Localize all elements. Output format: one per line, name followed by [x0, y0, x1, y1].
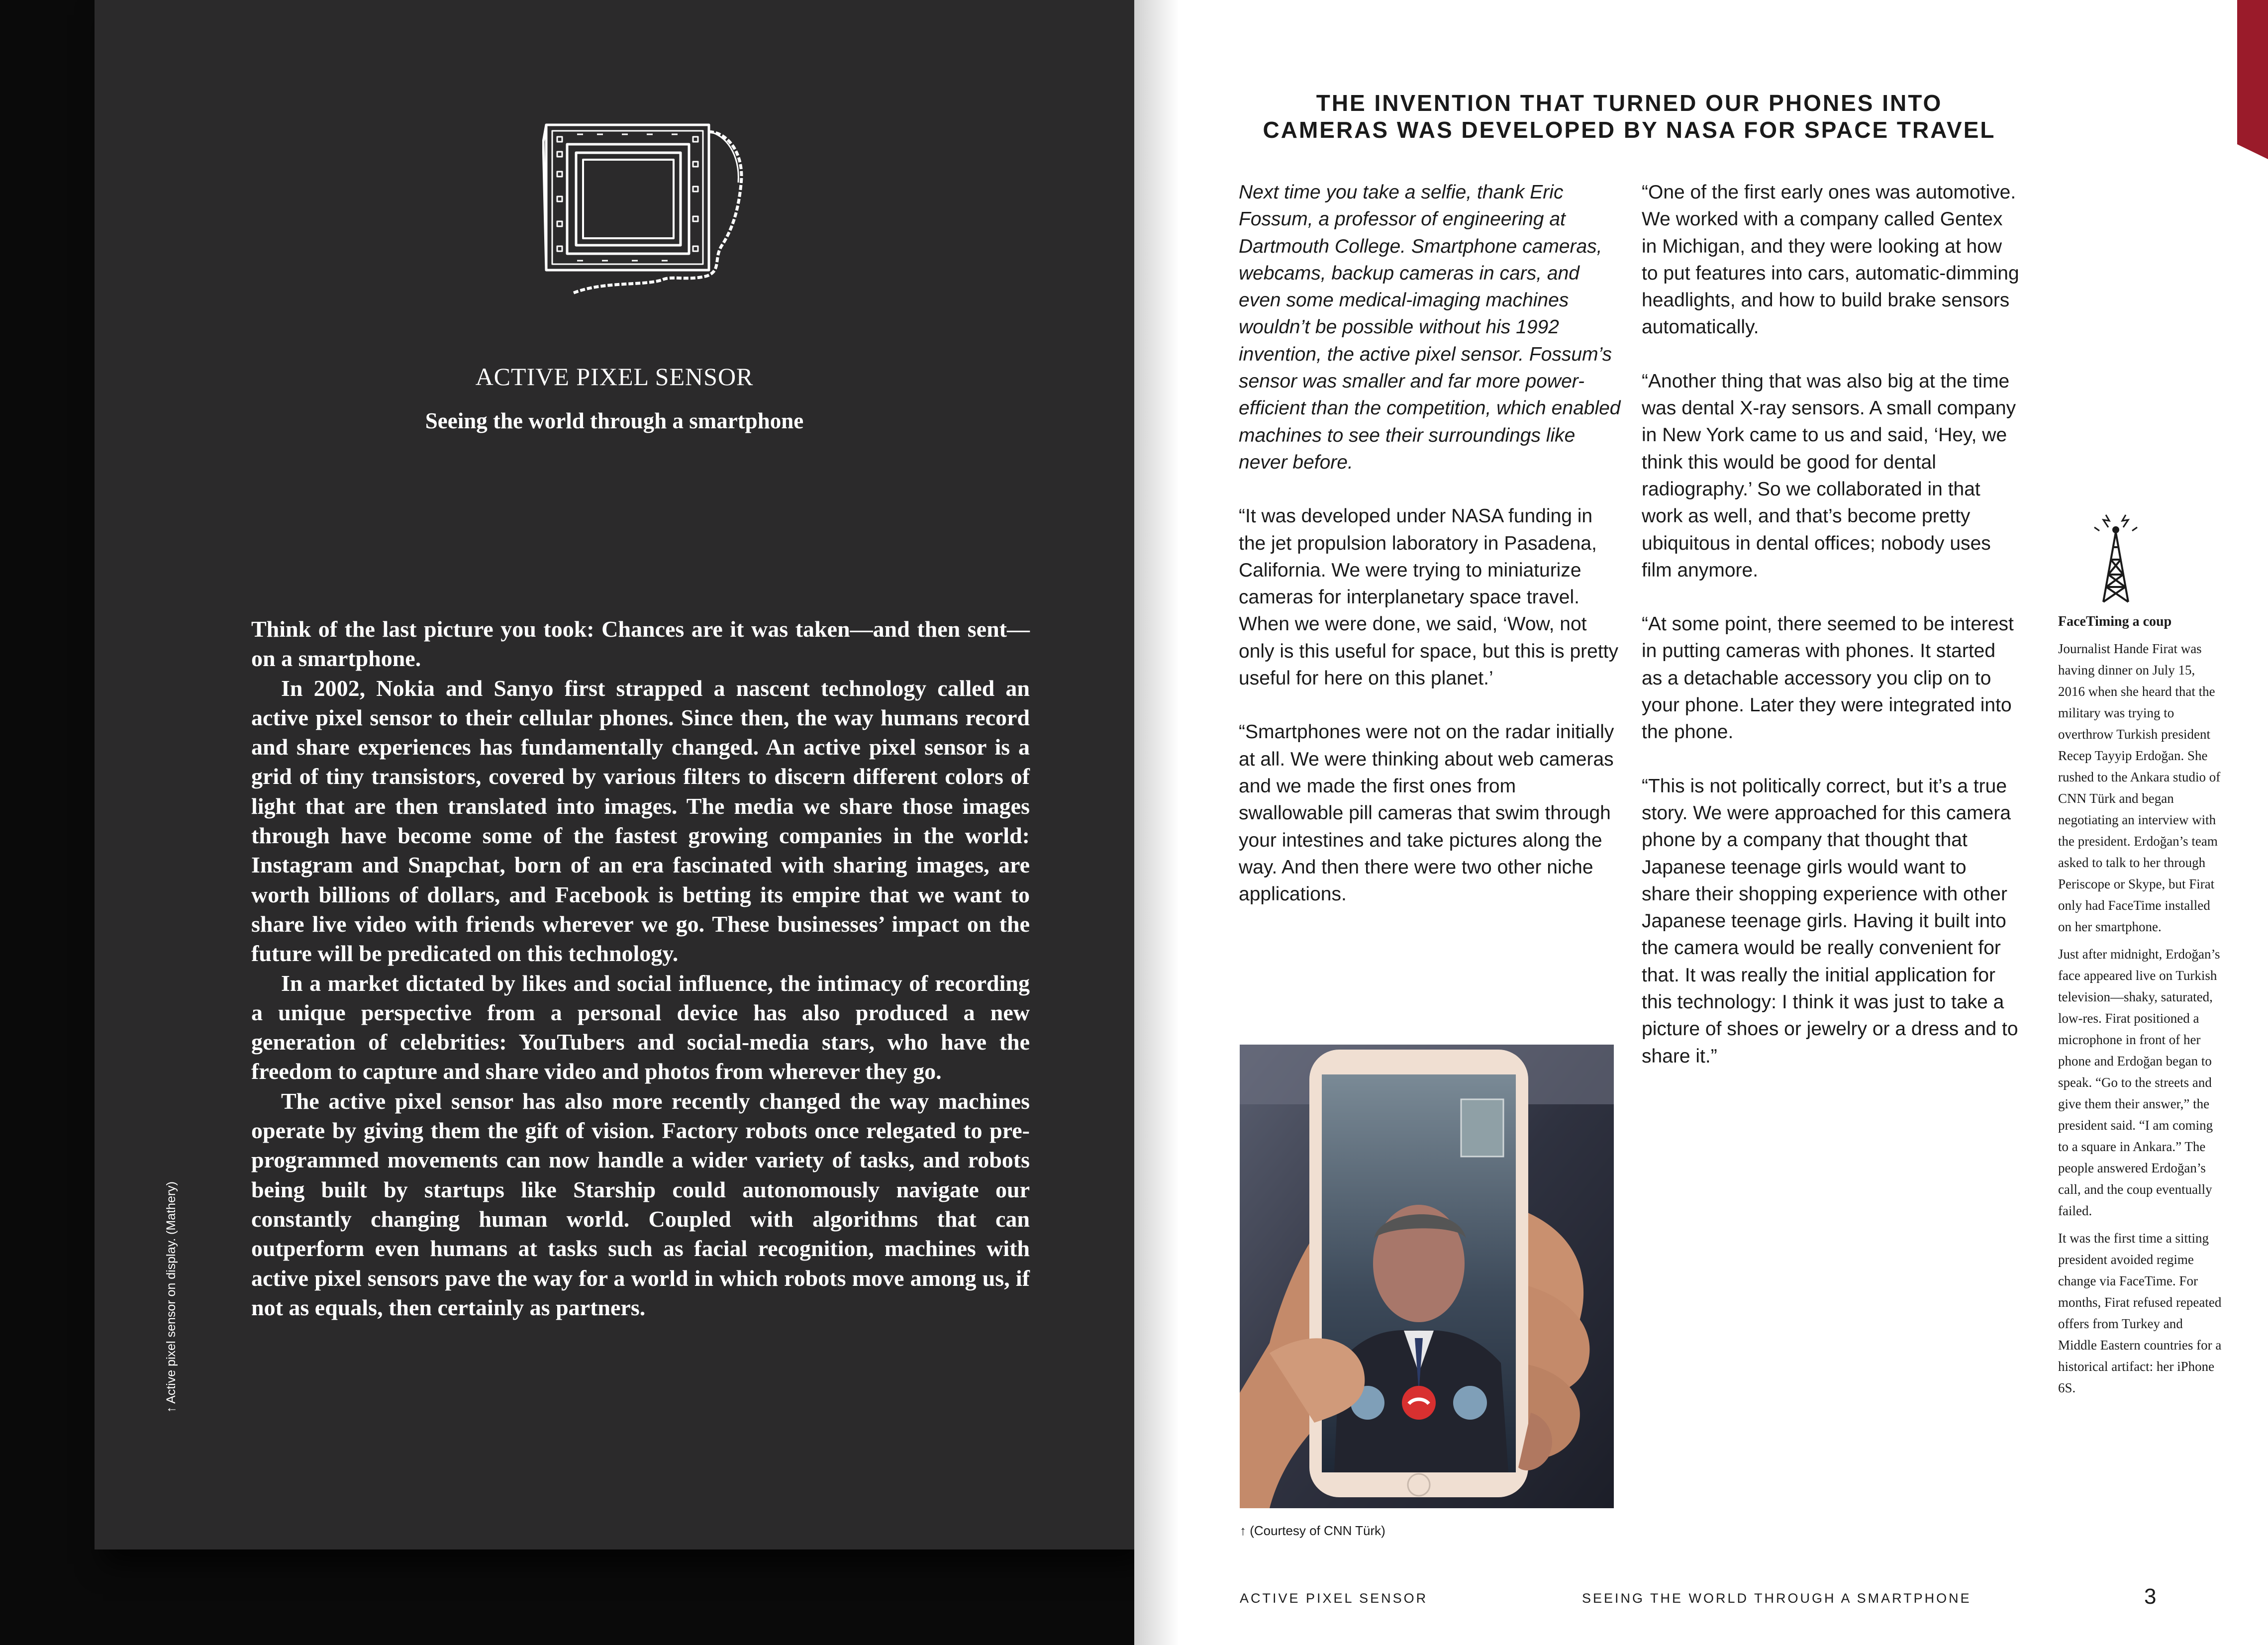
radio-tower-icon: [2088, 505, 2143, 604]
body-paragraph: In 2002, Nokia and Sanyo first strapped a nascent technology called an active pixel sensor to their cellular phones. Since then, the way humans record and share experiences has fundamentally changed. An active pixel sensor is a grid of tiny transistors, covered by various filters to discern different colors of light that are then translated into images. The media we share those images through have become some of the fastest growing companies in the world: Instagram and Snapchat, born of an era fascinated with sharing images, are worth billions of dollars, and Facebook is betting its empire that we want to share live video with friends wherever we go. These businesses’ impact on the future will be predicated on this technology.: [251, 675, 1030, 967]
sidebar-paragraph: Just after midnight, Erdoğan’s face appeared live on Turkish television—shaky, saturated, low-res. Firat positioned a microphone in front of her phone and Erdoğan began to speak. “Go to the streets and give them their answer,” the president said. “I am coming to a square in Ankara.” The people answered Erdoğan’s call, and the coup eventually failed.: [2058, 947, 2220, 1218]
text-column-left: [1239, 179, 1622, 935]
body-paragraph: Think of the last picture you took: Chances are it was taken—and then sent—on a smartphone.: [251, 616, 1030, 672]
body-paragraph: In a market dictated by likes and social influence, the intimacy of recording a unique perspective from a personal device has also produced a new generation of celebrities: YouTubers and social-media stars, who have the freedom to capture and share video and photos from wherever they go.: [251, 970, 1030, 1084]
pixel-sensor-illustration-icon: [542, 122, 751, 298]
article-title-line: THE INVENTION THAT TURNED OUR PHONES INTO: [1316, 90, 1943, 116]
sidebar: [2058, 611, 2222, 1405]
quote-paragraph: “Smartphones were not on the radar initially at all. We were thinking about web cameras and we made the first ones from swallowable pill cameras that swim through your intestines and take pictures along the way. And then there were two other niche applications.: [1239, 721, 1614, 905]
quote-paragraph: “One of the first early ones was automotive. We worked with a company called Gentex in Michigan, and they were looking at how to put features into cars, automatic-dimming headlights, and how to build brake sensors automatically.: [1642, 182, 2019, 338]
page-gutter-shadow: [1134, 0, 1179, 1645]
section-subheading: Seeing the world through a smartphone: [425, 408, 804, 433]
quote-paragraph: “It was developed under NASA funding in the jet propulsion laboratory in Pasadena, California. We were trying to miniaturize cameras for interplanetary space travel. When we were done, we said, ‘Wow, not only is this useful for space, but this is pretty useful for here on this planet.’: [1239, 505, 1619, 689]
quote-paragraph: “This is not politically correct, but it’s a true story. We were approached for this camera phone by a company that thought that Japanese teenage girls would want to share their shopping experience with other Japanese teenage girls. Having it built into the camera would be really convenient for that. It was really the initial application for this technology: I think it was just to take a picture of shoes or jewelry or a dress and to share it.”: [1642, 775, 2018, 1067]
page-number: 3: [2144, 1584, 2157, 1609]
sidebar-paragraph: Journalist Hande Firat was having dinner on July 15, 2016 when she heard that the military was trying to overthrow Turkish president Recep Tayyip Erdoğan. She rushed to the Ankara studio of CNN Türk and began negotiating an interview with the president. Erdoğan’s team asked to talk to her through Periscope or Skype, but Firat only had FaceTime installed on her smartphone.: [2058, 641, 2221, 934]
body-paragraph: The active pixel sensor has also more recently changed the way machines operate by giving them the gift of vision. Factory robots once relegated to pre-programmed movements can now handle a wider variety of tasks, and robots being built by startups like Starship could autonomously navigate our constantly changing human world. Coupled with algorithms that can outperform even humans at tasks such as facial recognition, machines with active pixel sensors pave the way for a world in which robots move among us, if not as equals, then certainly as partners.: [251, 1088, 1030, 1320]
red-tab-marker: [2237, 0, 2268, 159]
footer-subtitle: SEEING THE WORLD THROUGH A SMARTPHONE: [1582, 1591, 1972, 1606]
intro-paragraph: Next time you take a selfie, thank Eric Fossum, a professor of engineering at Dartmouth College. Smartphone cameras, webcams, backup cameras in cars, and even some medical-imaging machines wouldn’t be possible without his 1992 invention, the active pixel sensor. Fossum’s sensor was smaller and far more power-efficient than the competition, which enabled machines to see their surroundings like never before.: [1239, 182, 1621, 473]
article-body: [251, 614, 1030, 1322]
quote-paragraph: “Another thing that was also big at the time was dental X-ray sensors. A small company in New York came to us and said, ‘Hey, we think this would be good for dental radiography.’ So we collaborated in that work as well, and that’s become pretty ubiquitous in dental offices; nobody uses film anymore.: [1642, 370, 2016, 581]
image-caption: ↑ Active pixel sensor on display. (Mathery): [164, 1181, 178, 1413]
article-title: [1204, 90, 2055, 143]
sidebar-title: FaceTiming a coup: [2058, 614, 2172, 629]
facetime-photo: [1240, 1045, 1614, 1508]
section-heading: ACTIVE PIXEL SENSOR: [475, 363, 754, 390]
article-title-line: CAMERAS WAS DEVELOPED BY NASA FOR SPACE TRAVEL: [1263, 117, 1996, 143]
sidebar-paragraph: It was the first time a sitting president avoided regime change via FaceTime. For months, Firat refused repeated offers from Turkey and Middle Eastern countries for a historical artifact: her iPhone 6S.: [2058, 1231, 2222, 1395]
quote-paragraph: “At some point, there seemed to be interest in putting cameras with phones. It started as a detachable accessory you clip on to your phone. Later they were integrated into the phone.: [1642, 613, 2014, 743]
footer-section-label: ACTIVE PIXEL SENSOR: [1240, 1591, 1428, 1606]
text-column-right: [1642, 179, 2020, 1097]
photo-caption: ↑ (Courtesy of CNN Türk): [1240, 1523, 1385, 1538]
